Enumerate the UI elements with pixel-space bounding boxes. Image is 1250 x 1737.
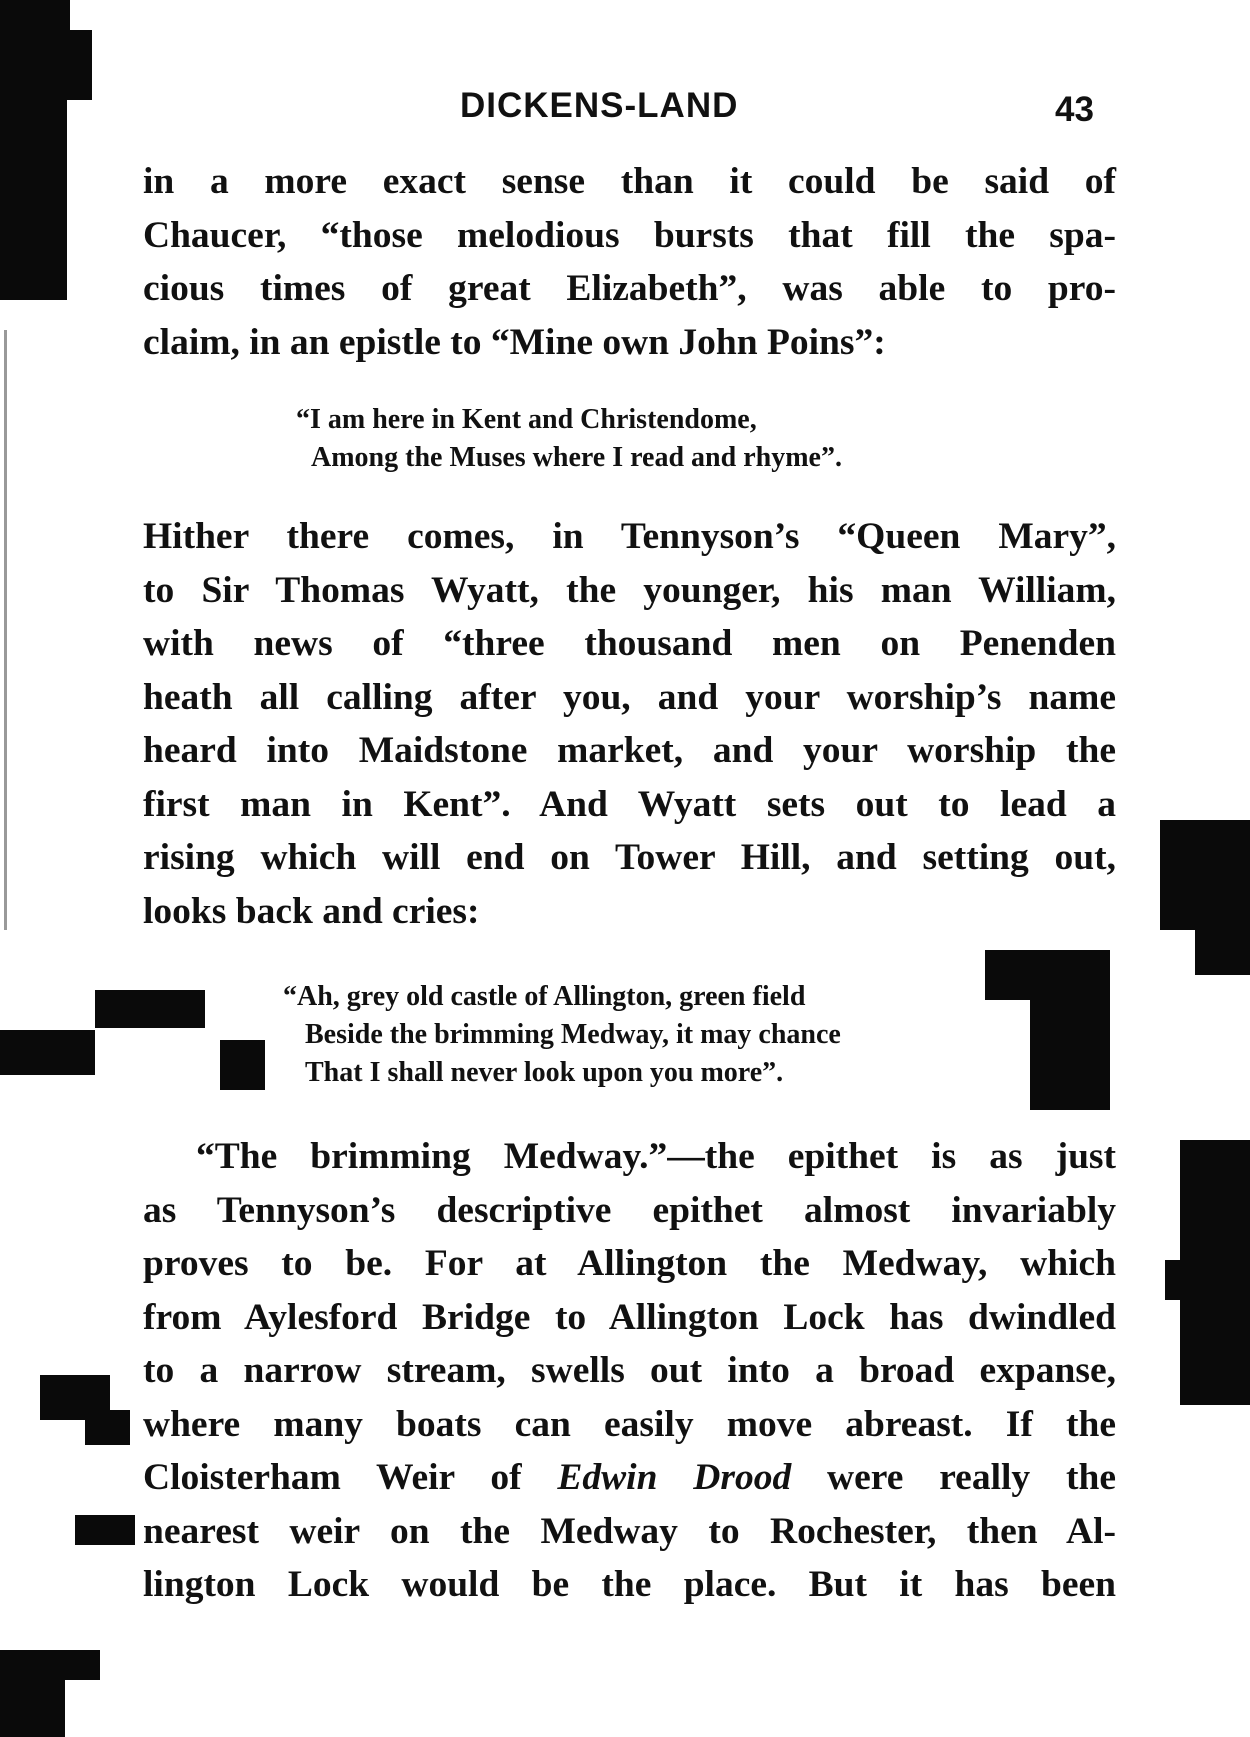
paragraph-3: [143, 1130, 1116, 1612]
text-run: Cloisterham Weir of: [143, 1457, 558, 1498]
scan-artifact-right-3b: [1165, 1260, 1185, 1300]
scan-artifact-left-mid-3: [220, 1040, 265, 1090]
scan-artifact-right-1b: [1195, 930, 1250, 975]
scan-artifact-left-low-3: [75, 1515, 135, 1545]
verse-line: Among the Muses where I read and rhyme”.: [311, 442, 842, 473]
scan-artifact-left-mid: [0, 1030, 95, 1075]
text-line: first man in Kent”. And Wyatt sets out to lead a: [143, 783, 1116, 825]
paragraph-1: [143, 155, 1116, 369]
text-line: proves to be. For at Allington the Medway, which: [143, 1243, 1116, 1284]
scan-artifact-right-2b: [1030, 1000, 1110, 1110]
text-line: in a more exact sense than it could be said of: [143, 161, 1116, 202]
text-line: with news of “three thousand men on Penenden: [143, 623, 1116, 664]
running-title: DICKENS-LAND: [460, 86, 739, 125]
text-line: where many boats can easily move abreast. If the: [143, 1403, 1116, 1445]
verse-quotation-2: [283, 978, 841, 1092]
book-title-italic: Edwin Drood: [557, 1457, 792, 1498]
verse-line: “I am here in Kent and Christendome,: [296, 404, 757, 435]
text-line: Hither there comes, in Tennyson’s “Queen Mary”,: [143, 516, 1116, 557]
text-line: cious times of great Elizabeth”, was able to pro-: [143, 268, 1116, 309]
scan-artifact-left-top: [0, 0, 12, 300]
page-number: 43: [1055, 90, 1094, 129]
text-run: were really the: [791, 1457, 1116, 1498]
scan-artifact-left-bottom: [0, 1650, 100, 1680]
scan-artifact-left-line: [4, 330, 7, 930]
text-line: heard into Maidstone market, and your worship the: [143, 730, 1116, 771]
verse-line: Beside the brimming Medway, it may chance: [305, 1019, 841, 1050]
paragraph-2: [143, 510, 1116, 938]
text-line: rising which will end on Tower Hill, and setting out,: [143, 837, 1116, 878]
text-line: from Aylesford Bridge to Allington Lock has dwindled: [143, 1296, 1116, 1338]
text-line: Chaucer, “those melodious bursts that fill the spa-: [143, 214, 1116, 256]
verse-quotation-1: [296, 401, 842, 477]
scan-artifact-right-1: [1160, 820, 1250, 930]
text-line: “The brimming Medway.”—the epithet is as just: [196, 1136, 1116, 1177]
text-line-with-italic: [143, 1451, 1116, 1505]
scan-artifact-left-top-notch: [12, 30, 92, 100]
text-line: to Sir Thomas Wyatt, the younger, his man William,: [143, 569, 1116, 611]
text-line: nearest weir on the Medway to Rochester, then Al-: [143, 1510, 1116, 1552]
scan-artifact-left-top-body: [12, 100, 67, 300]
text-line: to a narrow stream, swells out into a broad expanse,: [143, 1350, 1116, 1391]
scan-artifact-left-low-2: [85, 1410, 130, 1445]
text-line: heath all calling after you, and your worship’s name: [143, 676, 1116, 718]
text-line: claim, in an epistle to “Mine own John Poins”:: [143, 321, 886, 363]
scan-artifact-left-mid-2: [95, 990, 205, 1028]
text-line: as Tennyson’s descriptive epithet almost invariably: [143, 1189, 1116, 1231]
verse-line: “Ah, grey old castle of Allington, green field: [283, 981, 806, 1012]
scan-artifact-left-bottom-2: [0, 1680, 65, 1737]
verse-line: That I shall never look upon you more”.: [305, 1057, 784, 1088]
text-line: lington Lock would be the place. But it has been: [143, 1564, 1116, 1605]
text-line: looks back and cries:: [143, 890, 480, 932]
scan-artifact-right-2: [985, 950, 1110, 1000]
scan-artifact-right-3: [1180, 1140, 1250, 1405]
scan-artifact-left-top-edge: [12, 0, 70, 30]
